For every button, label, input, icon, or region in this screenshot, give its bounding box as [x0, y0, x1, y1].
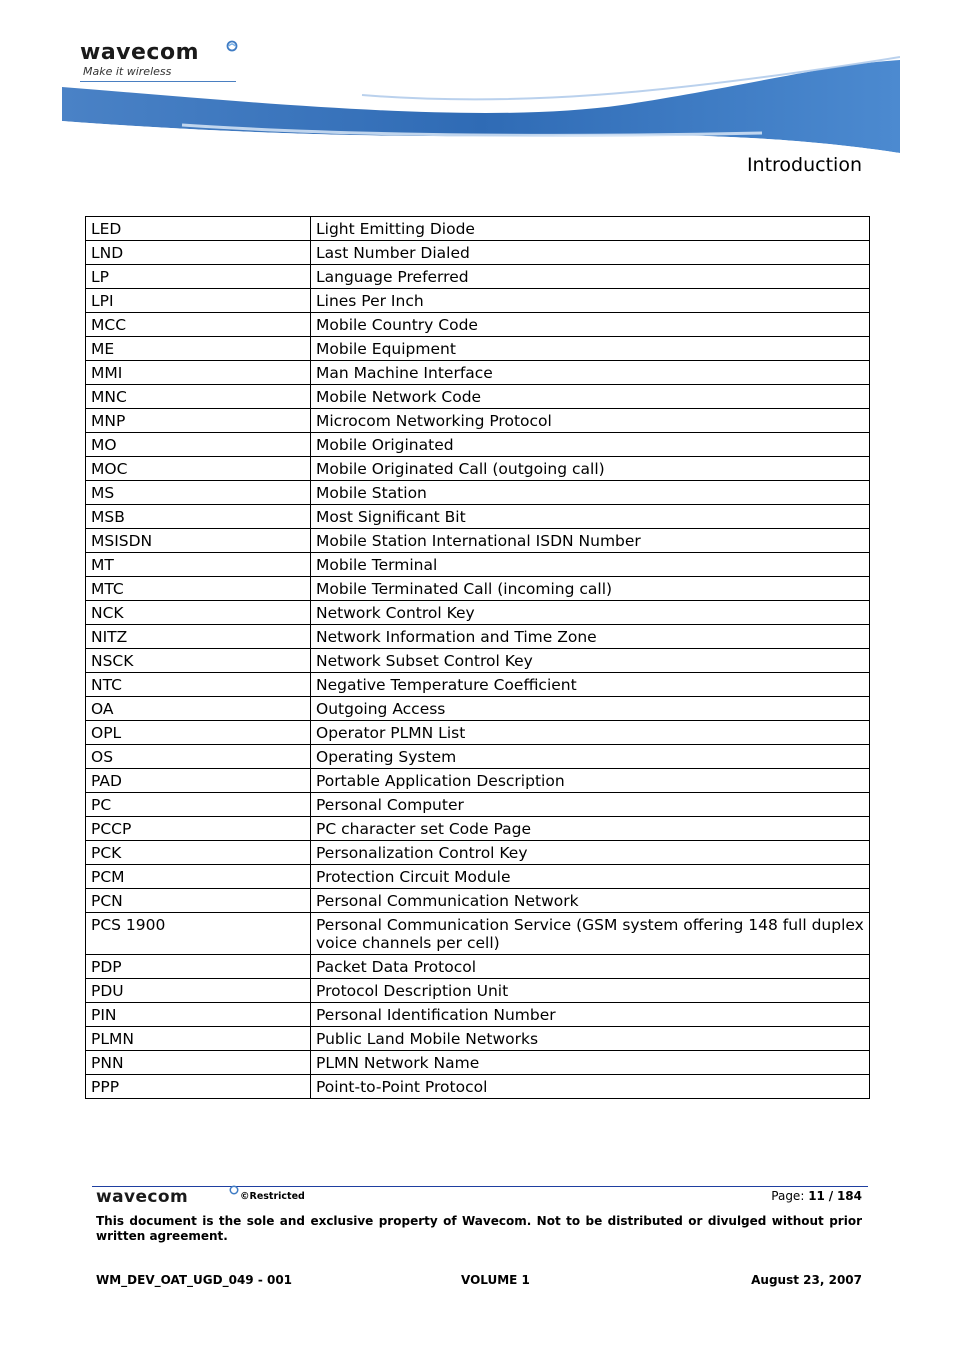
definition-cell: Personal Communication Service (GSM system offering 148 full duplex voice channels per cell) — [311, 913, 870, 955]
definition-cell: Network Subset Control Key — [311, 649, 870, 673]
definition-cell: Mobile Station International ISDN Number — [311, 529, 870, 553]
table-row — [86, 337, 870, 361]
table-row — [86, 217, 870, 241]
table-row — [86, 769, 870, 793]
acronym-cell: MSISDN — [86, 529, 311, 553]
table-row — [86, 553, 870, 577]
table-row — [86, 793, 870, 817]
acronym-cell: PAD — [86, 769, 311, 793]
acronym-cell: PDP — [86, 955, 311, 979]
acronym-cell: LND — [86, 241, 311, 265]
definition-cell: Portable Application Description — [311, 769, 870, 793]
definition-cell: Language Preferred — [311, 265, 870, 289]
definition-cell: Mobile Equipment — [311, 337, 870, 361]
definition-cell: Protection Circuit Module — [311, 865, 870, 889]
definition-cell: Mobile Country Code — [311, 313, 870, 337]
page-total: 184 — [836, 1189, 862, 1203]
table-row — [86, 625, 870, 649]
table-row — [86, 505, 870, 529]
acronym-cell: MMI — [86, 361, 311, 385]
definition-cell: PC character set Code Page — [311, 817, 870, 841]
table-row — [86, 673, 870, 697]
page-separator: / — [828, 1189, 834, 1203]
definition-cell: Mobile Originated — [311, 433, 870, 457]
table-row — [86, 1051, 870, 1075]
acronym-cell: PIN — [86, 1003, 311, 1027]
page-number — [771, 1189, 862, 1203]
table-row — [86, 1003, 870, 1027]
table-row — [86, 289, 870, 313]
definition-cell: PLMN Network Name — [311, 1051, 870, 1075]
table-row — [86, 433, 870, 457]
acronym-cell: PCN — [86, 889, 311, 913]
logo-swirl-icon — [226, 40, 238, 52]
acronym-cell: OPL — [86, 721, 311, 745]
acronym-cell: PDU — [86, 979, 311, 1003]
definition-cell: Mobile Terminated Call (incoming call) — [311, 577, 870, 601]
table-row — [86, 481, 870, 505]
definition-cell: Packet Data Protocol — [311, 955, 870, 979]
footer-rule — [92, 1186, 868, 1187]
definition-cell: Microcom Networking Protocol — [311, 409, 870, 433]
acronym-cell: MNP — [86, 409, 311, 433]
acronym-cell: NITZ — [86, 625, 311, 649]
definition-cell: Mobile Originated Call (outgoing call) — [311, 457, 870, 481]
table-row — [86, 913, 870, 955]
definition-cell: Last Number Dialed — [311, 241, 870, 265]
acronym-cell: PC — [86, 793, 311, 817]
table-row — [86, 721, 870, 745]
table-row — [86, 889, 870, 913]
table-row — [86, 265, 870, 289]
table-row — [86, 409, 870, 433]
definition-cell: Network Information and Time Zone — [311, 625, 870, 649]
table-row — [86, 577, 870, 601]
definition-cell: Operating System — [311, 745, 870, 769]
volume-label: VOLUME 1 — [461, 1273, 530, 1287]
definition-cell: Mobile Network Code — [311, 385, 870, 409]
table-row — [86, 1027, 870, 1051]
restricted-label: ©Restricted — [240, 1191, 305, 1202]
definition-cell: Outgoing Access — [311, 697, 870, 721]
table-row — [86, 979, 870, 1003]
table-row — [86, 1075, 870, 1099]
table-row — [86, 529, 870, 553]
acronym-cell: PLMN — [86, 1027, 311, 1051]
acronym-cell: PCK — [86, 841, 311, 865]
table-row — [86, 457, 870, 481]
definition-cell: Personal Identification Number — [311, 1003, 870, 1027]
definition-cell: Protocol Description Unit — [311, 979, 870, 1003]
footer-logo-swirl-icon — [229, 1185, 239, 1195]
acronym-cell: NSCK — [86, 649, 311, 673]
definition-cell: Operator PLMN List — [311, 721, 870, 745]
header-wave-banner — [62, 55, 900, 155]
acronym-cell: OA — [86, 697, 311, 721]
acronym-cell: LED — [86, 217, 311, 241]
table-row — [86, 955, 870, 979]
table-row — [86, 697, 870, 721]
table-row — [86, 745, 870, 769]
acronym-cell: PCM — [86, 865, 311, 889]
acronym-table — [85, 216, 870, 1099]
definition-cell: Man Machine Interface — [311, 361, 870, 385]
acronym-cell: LP — [86, 265, 311, 289]
acronym-cell: MSB — [86, 505, 311, 529]
definition-cell: Personalization Control Key — [311, 841, 870, 865]
footer-logo: wavecom — [96, 1187, 189, 1207]
table-row — [86, 601, 870, 625]
acronym-cell: OS — [86, 745, 311, 769]
definition-cell: Personal Computer — [311, 793, 870, 817]
document-reference: WM_DEV_OAT_UGD_049 - 001 — [96, 1273, 293, 1287]
acronym-cell: LPI — [86, 289, 311, 313]
acronym-cell: MO — [86, 433, 311, 457]
page-current: 11 — [808, 1189, 825, 1203]
acronym-cell: NTC — [86, 673, 311, 697]
acronym-cell: MS — [86, 481, 311, 505]
table-row — [86, 841, 870, 865]
acronym-cell: MT — [86, 553, 311, 577]
acronym-cell: MOC — [86, 457, 311, 481]
definition-cell: Public Land Mobile Networks — [311, 1027, 870, 1051]
document-date: August 23, 2007 — [751, 1273, 862, 1287]
definition-cell: Point-to-Point Protocol — [311, 1075, 870, 1099]
definition-cell: Light Emitting Diode — [311, 217, 870, 241]
acronym-cell: NCK — [86, 601, 311, 625]
definition-cell: Network Control Key — [311, 601, 870, 625]
table-row — [86, 385, 870, 409]
table-row — [86, 817, 870, 841]
definition-cell: Personal Communication Network — [311, 889, 870, 913]
logo-wordmark: wavecom — [80, 40, 200, 65]
acronym-cell: PCS 1900 — [86, 913, 311, 955]
section-title: Introduction — [746, 154, 862, 176]
definition-cell: Mobile Station — [311, 481, 870, 505]
table-row — [86, 313, 870, 337]
acronym-cell: PNN — [86, 1051, 311, 1075]
table-row — [86, 361, 870, 385]
definition-cell: Lines Per Inch — [311, 289, 870, 313]
acronym-cell: PPP — [86, 1075, 311, 1099]
table-row — [86, 865, 870, 889]
definition-cell: Most Significant Bit — [311, 505, 870, 529]
acronym-cell: PCCP — [86, 817, 311, 841]
acronym-cell: MNC — [86, 385, 311, 409]
definition-cell: Mobile Terminal — [311, 553, 870, 577]
definition-cell: Negative Temperature Coefficient — [311, 673, 870, 697]
page-label: Page: — [771, 1189, 805, 1203]
table-row — [86, 241, 870, 265]
table-row — [86, 649, 870, 673]
acronym-cell: MCC — [86, 313, 311, 337]
logo-tagline: Make it wireless — [83, 65, 172, 78]
acronym-cell: ME — [86, 337, 311, 361]
acronym-cell: MTC — [86, 577, 311, 601]
confidentiality-notice: This document is the sole and exclusive property of Wavecom. Not to be distributed or divulged without prior written agreement. — [96, 1214, 862, 1243]
